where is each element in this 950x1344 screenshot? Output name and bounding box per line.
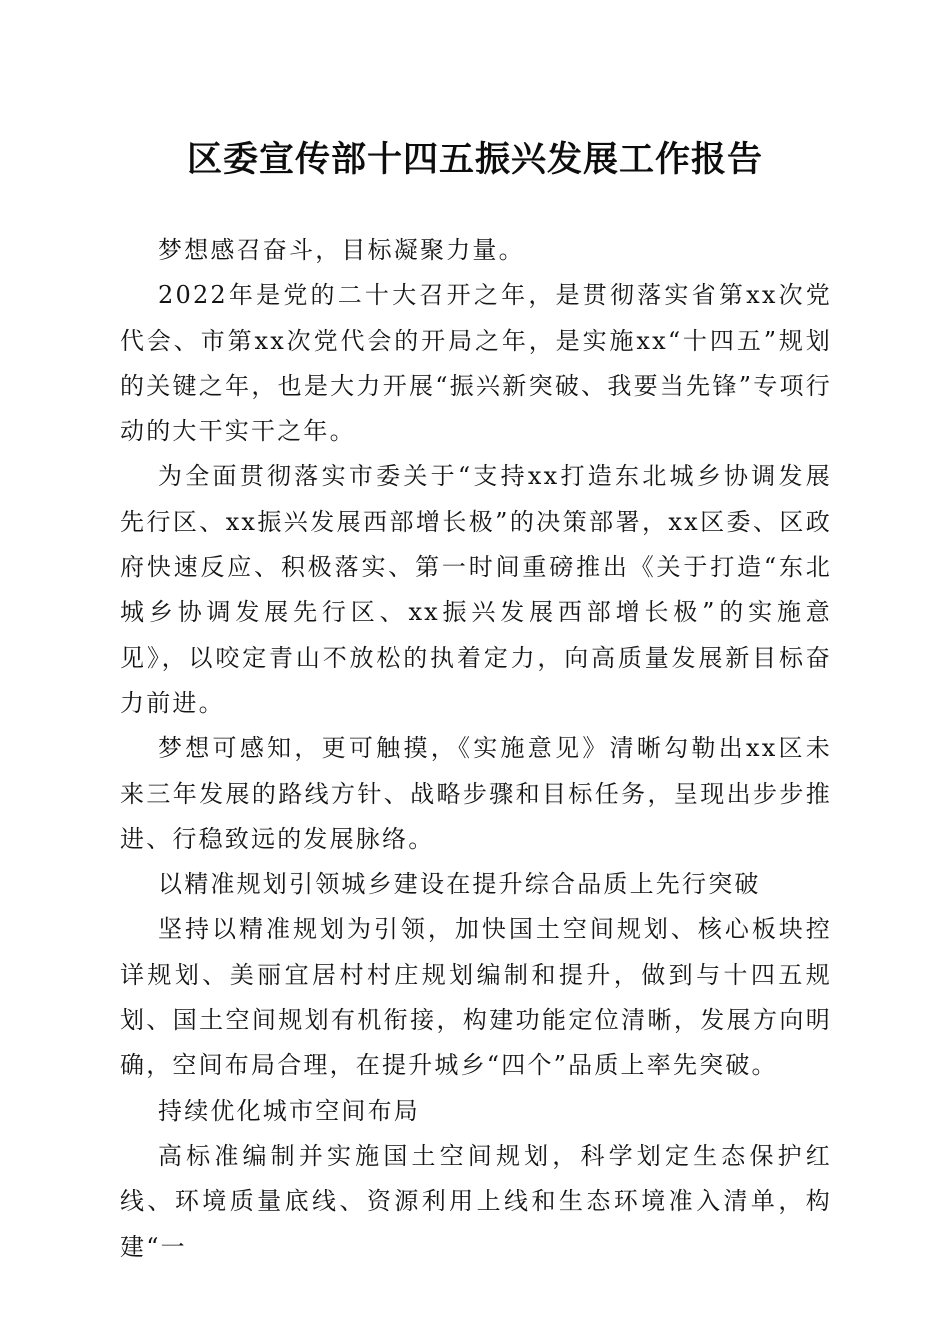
paragraph-intro: 梦想感召奋斗，目标凝聚力量。 — [158, 236, 525, 264]
paragraph-spatial-planning: 高标准编制并实施国土空间规划，科学划定生态保护红线、环境质量底线、资源利用上线和生态环境准入清单，构建“一 — [120, 1141, 832, 1261]
paragraph-planning: 坚持以精准规划为引领，加快国土空间规划、核心板块控详规划、美丽宜居村村庄规划编制和提升，做到与十四五规划、国土空间规划有机衔接，构建功能定位清晰，发展方向明确，空间布局合理，在提升城乡“四个”品质上率先突破。 — [120, 915, 832, 1080]
paragraph-vision: 梦想可感知，更可触摸，《实施意见》清晰勾勒出xx区未来三年发展的路线方针、战略步骤和目标任务，呈现出步步推进、行稳致远的发展脉络。 — [120, 734, 832, 853]
subsection-heading-city-layout: 持续优化城市空间布局 — [158, 1096, 420, 1125]
document-title: 区委宣传部十四五振兴发展工作报告 — [186, 139, 763, 180]
section-heading-planning: 以精准规划引领城乡建设在提升综合品质上先行突破 — [158, 870, 761, 899]
document-body — [120, 228, 832, 1270]
paragraph-implementation-opinion: 为全面贯彻落实市委关于“支持xx打造东北城乡协调发展先行区、xx振兴发展西部增长极”的决策部署，xx区委、区政府快速反应、积极落实、第一时间重磅推出《关于打造“东北城乡协调发展先行区、xx振兴发展西部增长极”的实施意见》，以咬定青山不放松的执着定力，向高质量发展新目标奋力前进。 — [120, 462, 832, 717]
paragraph-2022-context: 2022年是党的二十大召开之年，是贯彻落实省第xx次党代会、市第xx次党代会的开局之年，是实施xx“十四五”规划的关键之年，也是大力开展“振兴新突破、我要当先锋”专项行动的大干实干之年。 — [120, 281, 832, 446]
